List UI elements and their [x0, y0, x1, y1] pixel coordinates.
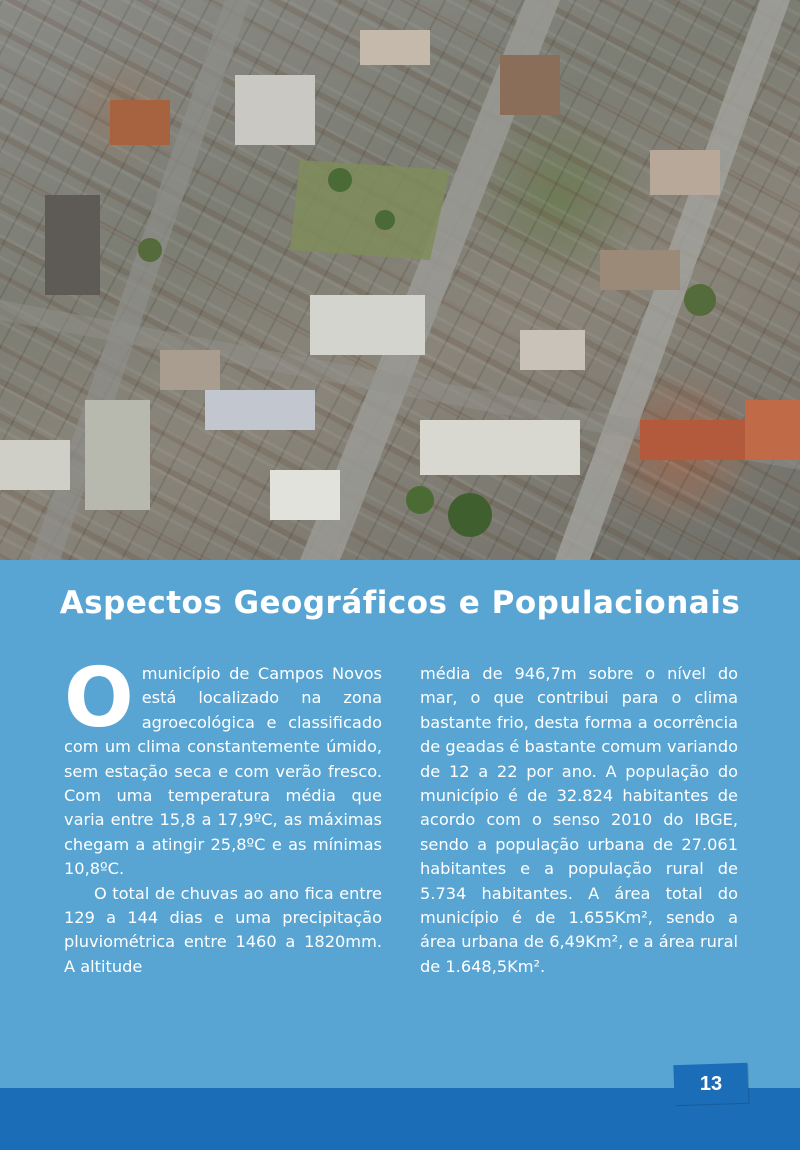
text-column-left — [64, 651, 382, 979]
paragraph-1-text: município de Campos Novos está localizado na zona agroecológica e classificado com um clima constantemente úmido, sem estação seca e com verão fresco. Com uma temperatura média que varia entre 15,8 a 17,9ºC, as máximas chegam a atingir 25,8ºC e as mínimas 10,8ºC. — [64, 664, 382, 879]
drop-cap: O — [64, 651, 134, 746]
aerial-city-photo — [0, 0, 800, 560]
text-column-right — [420, 662, 738, 979]
paragraph-2-start: O total de chuvas ao ano fica entre 129 a 144 dias e uma precipitação pluviométrica entre 1460 a 1820mm. A altitude — [64, 883, 382, 976]
page-number: 13 — [699, 1073, 723, 1095]
page-title: Aspectos Geográficos e Populacionais — [59, 585, 741, 621]
paragraph-2-continued: média de 946,7m sobre o nível do mar, o que contribui para o clima bastante frio, desta forma a ocorrência de geadas é bastante comum variando de 12 a 22 por ano. A população do município é de 32.824 habitantes de acordo com o senso 2010 do IBGE, sendo a população urbana de 27.061 habitantes e a população rural de 5.734 habitantes. A área total do município é de 1.655Km², sendo a área urbana de 6,49Km², e a área rural de 1.648,5Km². — [420, 664, 738, 976]
aerial-photo-graphic — [0, 0, 800, 560]
paragraph-1 — [64, 651, 382, 882]
